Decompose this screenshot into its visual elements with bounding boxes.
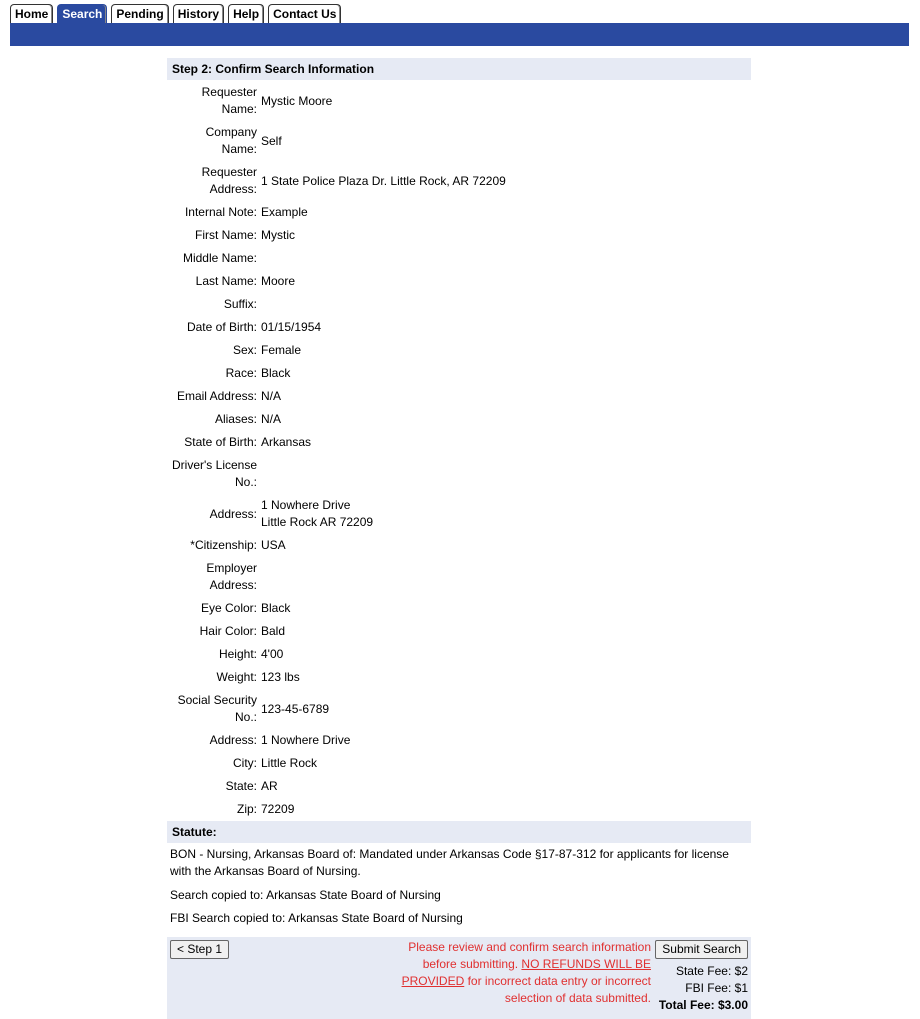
field-value: 01/15/1954 xyxy=(261,320,322,334)
tab-pending[interactable]: Pending xyxy=(111,4,168,23)
state-fee: State Fee: $2 xyxy=(675,964,748,978)
field-value: 1 Nowhere Drive xyxy=(261,733,351,747)
field-label: Race: xyxy=(225,366,257,380)
field-label: Date of Birth: xyxy=(186,320,257,334)
field-label: First Name: xyxy=(194,228,257,242)
field-label: Social Security No.: xyxy=(177,693,257,724)
nav-tabs xyxy=(10,4,341,23)
field-row xyxy=(167,597,751,620)
field-label: Employer Address: xyxy=(206,561,257,592)
field-label: Suffix: xyxy=(223,297,257,311)
tab-home[interactable]: Home xyxy=(10,4,53,23)
field-value: Mystic Moore xyxy=(261,93,333,108)
field-row xyxy=(167,534,751,557)
footer-bar xyxy=(167,937,751,1019)
field-row xyxy=(167,557,751,597)
field-row xyxy=(167,385,751,408)
field-value: 123 lbs xyxy=(261,670,300,684)
field-row xyxy=(167,431,751,454)
field-label: Height: xyxy=(218,647,257,661)
field-label: Last Name: xyxy=(195,274,257,288)
field-label: Weight: xyxy=(216,670,257,684)
field-label: Requester Name: xyxy=(201,85,257,116)
field-value: USA xyxy=(261,538,286,552)
fbi-fee: FBI Fee: $1 xyxy=(685,981,748,995)
field-value: 123-45-6789 xyxy=(261,701,330,716)
field-value xyxy=(259,557,751,597)
fbi-search-copied-to: FBI Search copied to: Arkansas State Board of Nursing xyxy=(170,911,463,925)
field-value: AR xyxy=(261,779,278,793)
field-row xyxy=(167,729,751,752)
field-label: Email Address: xyxy=(176,389,257,403)
field-value xyxy=(259,247,751,270)
field-row xyxy=(167,161,751,201)
field-row xyxy=(167,121,751,161)
field-row xyxy=(167,643,751,666)
field-value: Bald xyxy=(261,624,286,638)
tab-history[interactable]: History xyxy=(173,4,224,23)
field-value: 1 State Police Plaza Dr. Little Rock, AR 72209 xyxy=(261,173,506,188)
field-label: Company Name: xyxy=(205,125,257,156)
field-value: Black xyxy=(261,601,291,615)
refund-warning xyxy=(397,939,651,1007)
no-refunds-emphasis: NO REFUNDS WILL BE PROVIDED xyxy=(401,957,651,988)
field-label: Requester Address: xyxy=(201,165,257,196)
field-row xyxy=(167,666,751,689)
field-value: Little Rock xyxy=(261,756,318,770)
tab-contact-us[interactable]: Contact Us xyxy=(268,4,341,23)
field-row xyxy=(167,293,751,316)
field-value: Arkansas xyxy=(261,435,312,449)
field-value: N/A xyxy=(261,389,282,403)
tab-help[interactable]: Help xyxy=(228,4,264,23)
field-label: Sex: xyxy=(232,343,257,357)
field-label: Hair Color: xyxy=(199,624,257,638)
tab-search[interactable]: Search xyxy=(57,4,107,23)
field-value: 72209 xyxy=(261,802,295,816)
field-label: City: xyxy=(233,756,257,770)
field-row xyxy=(167,362,751,385)
field-value: N/A xyxy=(261,412,282,426)
field-label: Eye Color: xyxy=(200,601,257,615)
step-title: Step 2: Confirm Search Information xyxy=(167,58,751,80)
header-bar xyxy=(10,23,909,46)
field-label: Driver's License No.: xyxy=(172,458,257,489)
field-label: Address: xyxy=(209,506,257,521)
field-row xyxy=(167,339,751,362)
fee-summary xyxy=(659,963,748,1014)
warning-text-end: for incorrect data entry or incorrect selection of data submitted. xyxy=(464,974,651,1005)
field-label: State of Birth: xyxy=(184,435,257,449)
field-value: Black xyxy=(261,366,291,380)
field-label: *Citizenship: xyxy=(190,538,257,552)
submit-search-button[interactable]: Submit Search xyxy=(655,940,748,959)
field-value: Mystic xyxy=(261,228,295,242)
field-value: Female xyxy=(261,343,302,357)
statute-heading: Statute: xyxy=(167,821,751,843)
field-row xyxy=(167,81,751,121)
warning-text: Please review and confirm search information before submitting. xyxy=(408,940,651,971)
field-label: Address: xyxy=(209,733,257,747)
field-row xyxy=(167,201,751,224)
field-row xyxy=(167,494,751,534)
fields-table xyxy=(167,81,751,821)
statute-text: BON - Nursing, Arkansas Board of: Mandated under Arkansas Code §17-87-312 for applicants for license with the Arkansas Board of Nursing. xyxy=(170,847,729,878)
field-label: Internal Note: xyxy=(184,205,257,219)
field-row xyxy=(167,798,751,821)
field-row xyxy=(167,270,751,293)
field-value: Moore xyxy=(261,274,296,288)
field-value: Example xyxy=(261,205,308,219)
field-label: Middle Name: xyxy=(182,251,257,265)
field-row xyxy=(167,316,751,339)
field-row xyxy=(167,454,751,494)
confirm-panel xyxy=(167,58,751,1019)
field-label: Aliases: xyxy=(214,412,257,426)
search-copied-to: Search copied to: Arkansas State Board of Nursing xyxy=(170,888,441,902)
field-value: 4'00 xyxy=(261,647,284,661)
field-value: Self xyxy=(261,133,282,148)
field-row xyxy=(167,247,751,270)
field-row xyxy=(167,408,751,431)
field-row xyxy=(167,752,751,775)
field-row xyxy=(167,775,751,798)
field-label: Zip: xyxy=(236,802,257,816)
total-fee: Total Fee: $3.00 xyxy=(658,998,748,1012)
field-row xyxy=(167,620,751,643)
field-value xyxy=(259,454,751,494)
back-step-1-button[interactable]: < Step 1 xyxy=(170,940,229,959)
field-value xyxy=(259,293,751,316)
field-value: 1 Nowhere Drive Little Rock AR 72209 xyxy=(261,498,374,529)
field-row xyxy=(167,224,751,247)
field-row xyxy=(167,689,751,729)
field-label: State: xyxy=(225,779,257,793)
